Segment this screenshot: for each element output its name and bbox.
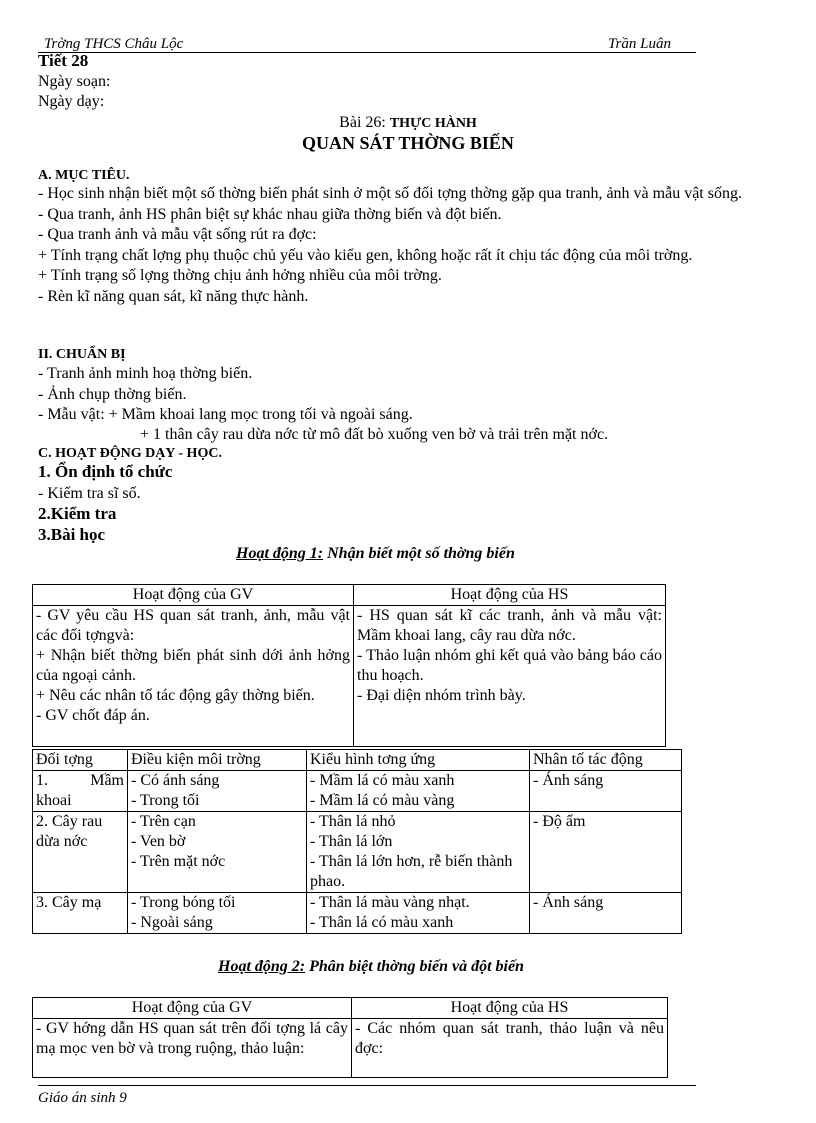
prep-line: - Mẫu vật: + Mầm khoai lang mọc trong tối và ngoài sáng.	[38, 406, 413, 423]
header-rule	[38, 52, 696, 53]
gv-line: - GV chốt đáp án.	[36, 707, 150, 724]
prep-date: Ngày soạn:	[38, 73, 111, 90]
header-author: Trần Luân	[608, 36, 671, 52]
phenotypes-cell	[307, 893, 530, 934]
phenotype: - Mầm lá có màu xanh	[310, 772, 455, 789]
teach-date: Ngày dạy:	[38, 93, 105, 110]
table-row	[33, 771, 682, 812]
objective-line: - Qua tranh, ảnh HS phân biệt sự khác nhau giữa thờng biến và đột biến.	[38, 205, 502, 223]
table-row	[33, 893, 682, 934]
table-row	[33, 812, 682, 893]
hs-cell: - Các nhóm quan sát tranh, thảo luận và nêu đợc:	[352, 1019, 668, 1078]
gv-cell	[33, 606, 354, 747]
lesson-title	[0, 114, 816, 132]
hs-header: Hoạt động của HS	[352, 998, 668, 1019]
footer-rule	[38, 1085, 696, 1086]
phenotype: - Thân lá lớn	[310, 833, 393, 850]
column-header: Đối tợng	[33, 750, 128, 771]
subject-cell: 3. Cây mạ	[33, 893, 128, 934]
gv-line: + Nhận biết thờng biến phát sinh dới ảnh hởng của ngoại cảnh.	[36, 647, 350, 684]
subject-cell: 1. Mầm khoai	[33, 771, 128, 812]
section-c-heading: C. HOẠT ĐỘNG DẠY - HỌC.	[38, 446, 222, 461]
footer-text: Giáo án sinh 9	[38, 1090, 127, 1106]
objective-line: - Học sinh nhận biết một số thờng biến phát sinh ở một số đối tợng thờng gặp qua tranh, ảnh và mẫu vật sống.	[38, 185, 742, 202]
hs-header: Hoạt động của HS	[354, 585, 666, 606]
phenotypes-cell	[307, 771, 530, 812]
section-a-heading: A. MỤC TIÊU.	[38, 168, 130, 183]
hs-line: - Thảo luận nhóm ghi kết quả vào bảng báo cáo thu hoạch.	[357, 647, 662, 684]
condition: - Trong tối	[131, 792, 200, 809]
gv-header: Hoạt động của GV	[33, 585, 354, 606]
hs-line: - Đại diện nhóm trình bày.	[357, 687, 526, 704]
hs-line: - HS quan sát kĩ các tranh, ảnh và mẫu vật: Mầm khoai lang, cây rau dừa nớc.	[357, 607, 662, 644]
activity-2-title	[218, 958, 524, 976]
prep-line: + 1 thân cây rau dừa nớc từ mô đất bò xuống ven bờ và trải trên mặt nớc.	[140, 426, 609, 443]
step-3: 3.Bài học	[38, 525, 106, 544]
conditions-cell	[128, 771, 307, 812]
objective-line: + Tính trạng số lợng thờng chịu ảnh hởng nhiều của môi trờng.	[38, 267, 442, 284]
condition: - Trong bóng tối	[131, 894, 236, 911]
condition: - Trên mặt nớc	[131, 853, 226, 870]
phenotype: - Thân lá có màu xanh	[310, 914, 454, 931]
activity-2-text: Phân biệt thờng biến và đột biến	[309, 958, 524, 975]
activity-1-label: Hoạt động 1:	[236, 545, 324, 562]
lesson-label: Bài 26:	[339, 114, 386, 131]
lesson-number: Tiết 28	[38, 51, 89, 70]
prep-line: - Ảnh chụp thờng biến.	[38, 386, 187, 403]
page-title: QUAN SÁT THỜNG BIẾN	[302, 133, 514, 153]
phenotype: - Thân lá nhỏ	[310, 813, 396, 830]
condition: - Ven bờ	[131, 833, 186, 850]
step-1-line: - Kiểm tra sĩ số.	[38, 485, 141, 502]
condition: - Trên cạn	[131, 813, 196, 830]
subject-cell: 2. Cây rau dừa nớc	[33, 812, 128, 893]
phenotypes-cell	[307, 812, 530, 893]
activity-2-label: Hoạt động 2:	[218, 958, 306, 975]
lesson-kind: THỰC HÀNH	[389, 116, 477, 131]
header-school: Trờng THCS Châu Lộc	[44, 36, 184, 52]
condition: - Có ánh sáng	[131, 772, 220, 789]
prep-line: - Tranh ảnh minh hoạ thờng biến.	[38, 365, 253, 382]
condition: - Ngoài sáng	[131, 914, 213, 931]
step-2: 2.Kiểm tra	[38, 504, 117, 523]
activity-1-table	[32, 584, 666, 747]
results-table	[32, 749, 682, 934]
step-1: 1. Ổn định tổ chức	[38, 462, 173, 481]
activity-1-title	[236, 545, 515, 563]
section-a-content	[38, 184, 776, 307]
conditions-cell	[128, 812, 307, 893]
objective-line: + Tính trạng chất lợng phụ thuộc chủ yếu vào kiểu gen, không hoặc rất ít chịu tác động của môi trờng.	[38, 246, 693, 264]
activity-2-table	[32, 997, 668, 1078]
factor-cell: - Ánh sáng	[530, 893, 682, 934]
phenotype: - Thân lá màu vàng nhạt.	[310, 894, 470, 911]
phenotype: - Mầm lá có màu vàng	[310, 792, 455, 809]
conditions-cell	[128, 893, 307, 934]
objective-line: - Rèn kĩ năng quan sát, kĩ năng thực hành.	[38, 287, 309, 305]
objective-line: - Qua tranh ảnh và mẫu vật sống rút ra đợc:	[38, 226, 317, 243]
hs-cell	[354, 606, 666, 747]
column-header: Điều kiện môi trờng	[128, 750, 307, 771]
column-header: Kiểu hình tơng ứng	[307, 750, 530, 771]
activity-1-text: Nhận biết một số thờng biến	[327, 545, 515, 562]
phenotype: - Thân lá lớn hơn, rễ biến thành phao.	[310, 853, 513, 890]
gv-line: - GV yêu cầu HS quan sát tranh, ảnh, mẫu vật các đối tợngvà:	[36, 607, 350, 644]
factor-cell: - Độ ẩm	[530, 812, 682, 893]
gv-header: Hoạt động của GV	[33, 998, 352, 1019]
factor-cell: - Ánh sáng	[530, 771, 682, 812]
table-header-row	[33, 750, 682, 771]
section-b-heading: II. CHUẨN BỊ	[38, 347, 126, 362]
column-header: Nhân tố tác động	[530, 750, 682, 771]
gv-cell: - GV hớng dẫn HS quan sát trên đối tợng lá cây mạ mọc ven bờ và trong ruộng, thảo luận:	[33, 1019, 352, 1078]
gv-line: + Nêu các nhân tố tác động gây thờng biến.	[36, 687, 315, 704]
